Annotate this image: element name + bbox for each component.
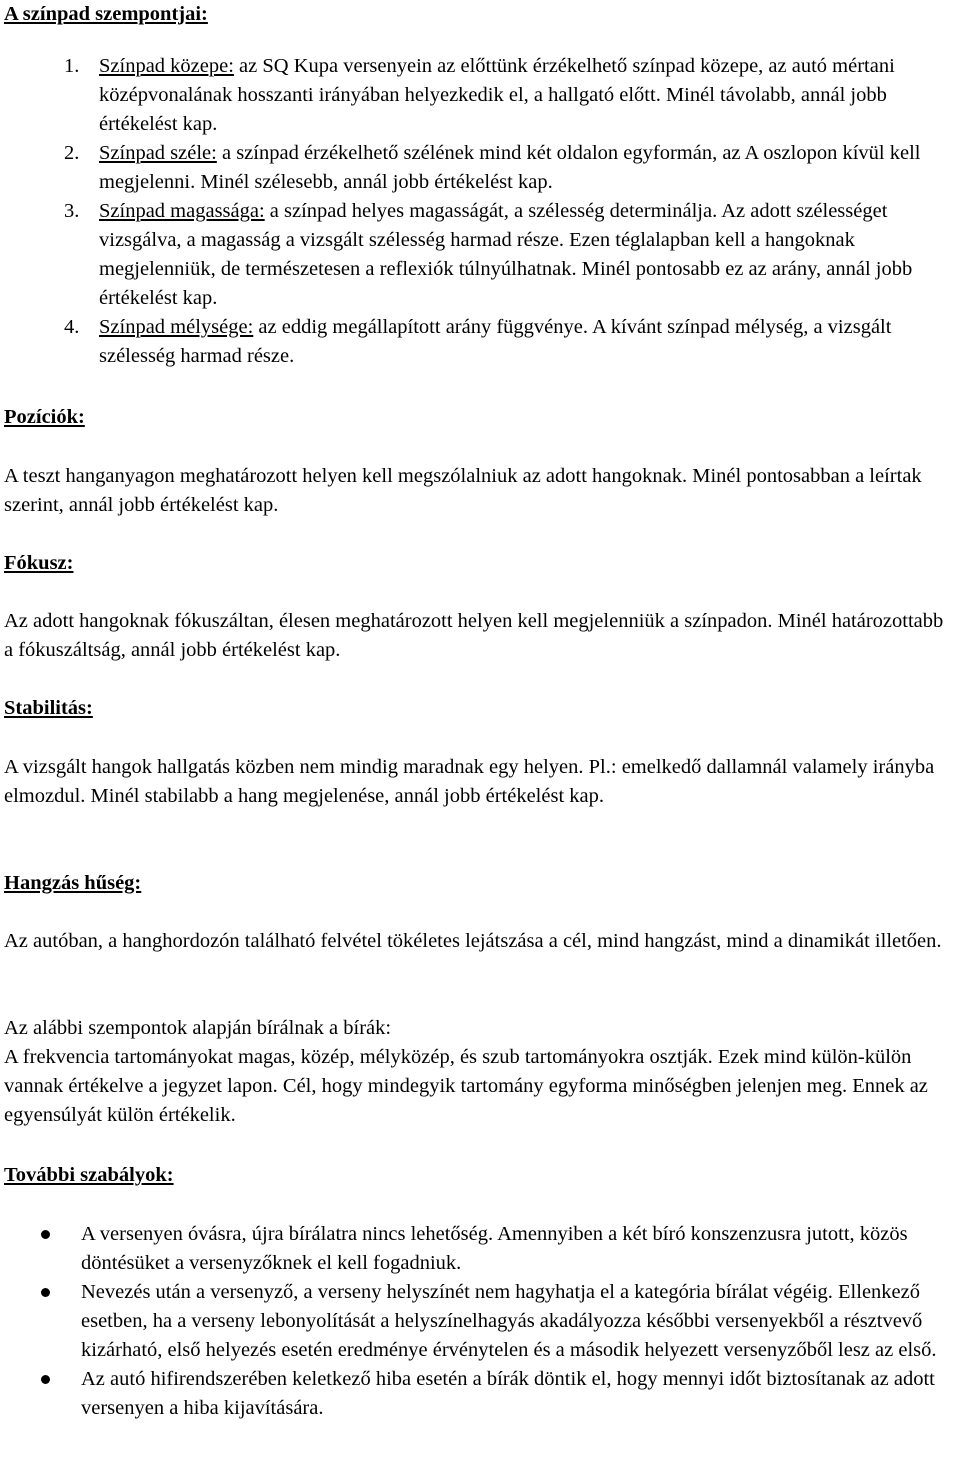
section-stabilitas-body [4, 753, 956, 811]
section-heading: Stabilitás: [4, 697, 93, 719]
criteria-item [64, 52, 956, 139]
criteria-item [64, 139, 956, 197]
section-stabilitas [4, 694, 956, 723]
section-fokusz-body [4, 607, 956, 665]
item-text: az SQ Kupa versenyein az előttünk érzékelhető színpad közepe, az autó mértani középvonalának hosszanti irányában helyezkedik el, a hallgató előtt. Minél távolabb, annál jobb értékelést kap. [99, 55, 895, 135]
item-number: 3. [64, 200, 80, 222]
section-poziciok-body [4, 462, 956, 520]
section-heading: Fókusz: [4, 552, 74, 574]
item-number: 1. [64, 55, 80, 77]
list-item [81, 1278, 956, 1365]
item-term: Színpad mélysége: [99, 316, 254, 338]
list-item [81, 1220, 956, 1278]
bullet-icon [41, 1288, 50, 1297]
section-text: A frekvencia tartományokat magas, közép, mélyközép, és szub tartományokra osztják. Ezek mind külön-külön vannak értékelve a jegyzet lapon. Cél, hogy mindegyik tartomány egyforma minőségben jelenjen meg. Ennek az egyensúlyát külön értékelik. [4, 1046, 928, 1126]
section-text: Az autóban, a hanghordozón található felvétel tökéletes lejátszása a cél, mind hangzást, mind a dinamikát illetően. [4, 930, 942, 952]
item-text: az eddig megállapított arány függvénye. A kívánt színpad mélység, a vizsgált szélesség harmad része. [99, 316, 892, 367]
criteria-item [64, 313, 956, 371]
section-szinpad [4, 0, 956, 371]
list-item-text: Nevezés után a versenyző, a verseny helyszínét nem hagyhatja el a kategória bírálat végéig. Ellenkező esetben, ha a verseny lebonyolítását a helyszínelhagyás akadályozza későbbi versenyekből a résztvevő kizárható, első helyezés esetén eredménye érvénytelen és a második helyezett versenyzőből lesz az első. [81, 1281, 937, 1361]
section-fokusz [4, 549, 956, 578]
bullet-icon [41, 1230, 50, 1239]
item-term: Színpad magassága: [99, 200, 265, 222]
section-intro: Az alábbi szempontok alapján bírálnak a bírák: [4, 1017, 392, 1039]
section-heading: Hangzás hűség: [4, 872, 142, 894]
section-heading: További szabályok: [4, 1164, 174, 1186]
list-item-text: Az autó hifirendszerében keletkező hiba esetén a bírák döntik el, hogy mennyi időt biztosítanak az adott versenyen a hiba kijavítására. [81, 1368, 935, 1419]
section-tovabbi-body [4, 1220, 956, 1423]
criteria-item [64, 197, 956, 313]
section-text: A teszt hanganyagon meghatározott helyen kell megszólalniuk az adott hangoknak. Minél pontosabban a leírtak szerint, annál jobb értékelést kap. [4, 465, 922, 516]
section-heading: A színpad szempontjai: [4, 3, 208, 25]
criteria-list [4, 52, 956, 371]
item-number: 4. [64, 316, 80, 338]
list-item [81, 1365, 956, 1423]
section-text: Az adott hangoknak fókuszáltan, élesen meghatározott helyen kell megjelenniük a színpadon. Minél határozottabb a fókuszáltság, annál jobb értékelést kap. [4, 610, 944, 661]
item-number: 2. [64, 142, 80, 164]
section-hangzas-body [4, 927, 956, 956]
section-heading: Pozíciók: [4, 406, 85, 428]
item-term: Színpad közepe: [99, 55, 234, 77]
bullet-icon [41, 1375, 50, 1384]
section-hangzas-criteria [4, 1014, 956, 1130]
section-text: A vizsgált hangok hallgatás közben nem mindig maradnak egy helyen. Pl.: emelkedő dallamnál valamely irányba elmozdul. Minél stabilabb a hang megjelenése, annál jobb értékelést kap. [4, 756, 935, 807]
section-poziciok [4, 403, 956, 432]
list-item-text: A versenyen óvásra, újra bírálatra nincs lehetőség. Amennyiben a két bíró konszenzusra jutott, közös döntésüket a versenyzőknek el kell fogadniuk. [81, 1223, 908, 1274]
item-term: Színpad széle: [99, 142, 217, 164]
section-tovabbi [4, 1161, 956, 1190]
rules-list [4, 1220, 956, 1423]
item-text: a színpad érzékelhető szélének mind két oldalon egyformán, az A oszlopon kívül kell megjelenni. Minél szélesebb, annál jobb értékelést kap. [99, 142, 921, 193]
item-text: a színpad helyes magasságát, a szélesség determinálja. Az adott szélességet vizsgálva, a magasság a vizsgált szélesség harmad része. Ezen téglalapban kell a hangoknak megjelenniük, de természetesen a reflexiók túlnyúlhatnak. Minél pontosabb ez az arány, annál jobb értékelést kap. [99, 200, 913, 309]
section-hangzas [4, 869, 956, 898]
